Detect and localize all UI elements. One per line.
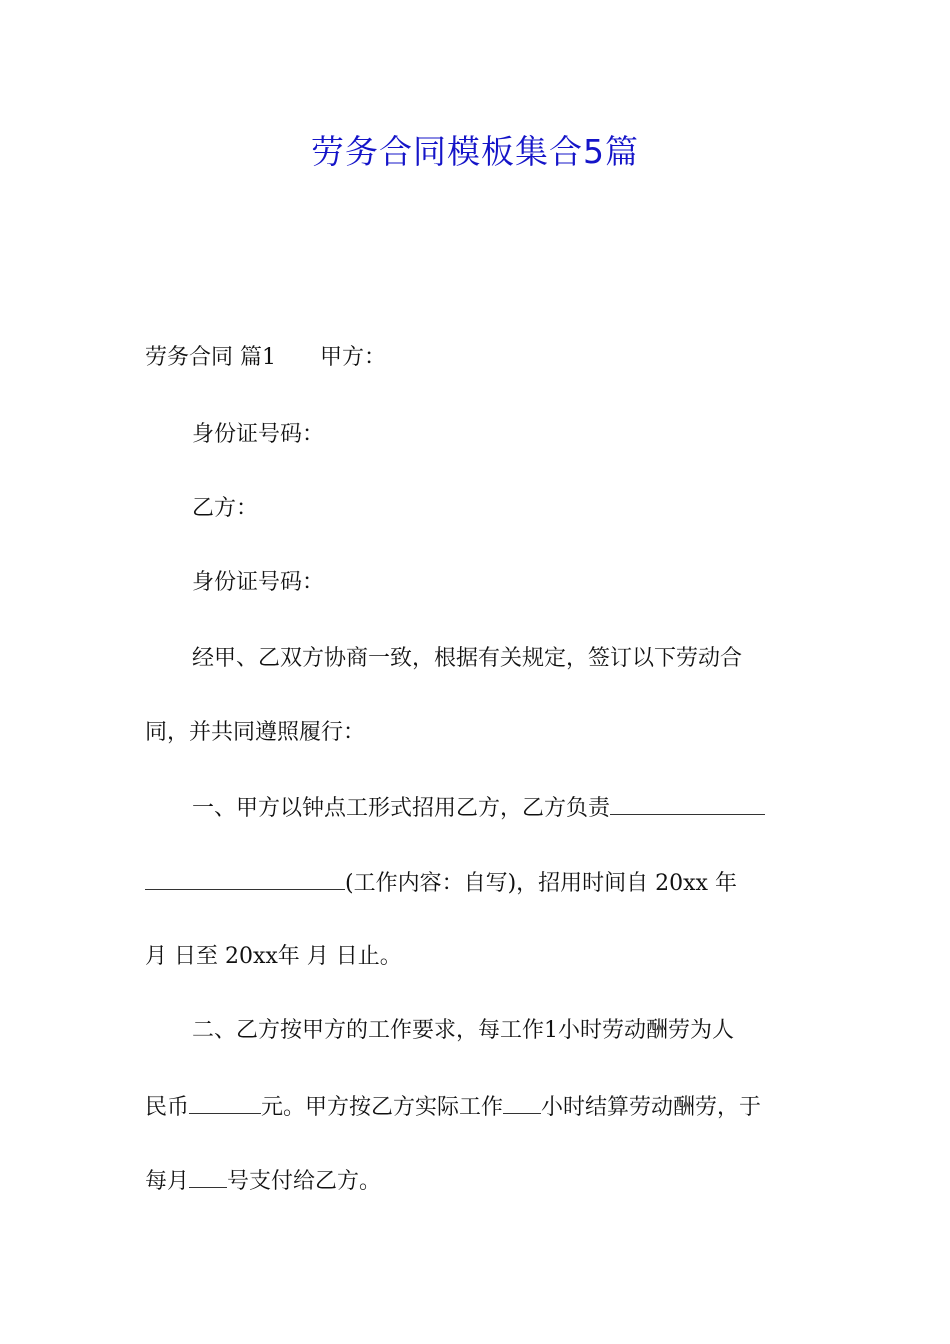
clause-one-text: 一、甲方以钟点工形式招用乙方，乙方负责 (192, 796, 611, 821)
blank-field (145, 867, 345, 890)
clause-one-line3: 月 日至 20xx年 月 日止。 (145, 944, 402, 969)
clause-two-line2 (145, 1091, 761, 1123)
party-a-id-line: 身份证号码： (192, 422, 325, 447)
paragraph-intro-line1: 经甲、乙双方协商一致，根据有关规定，签订以下劳动合 (192, 646, 743, 671)
clause-one-line2 (145, 867, 737, 899)
document-title: 劳务合同模板集合5篇 (311, 132, 639, 171)
party-b-id-line: 身份证号码： (192, 570, 325, 595)
clause-two-text-b: 元。甲方按乙方实际工作 (261, 1095, 504, 1120)
blank-field (189, 1165, 227, 1188)
clause-two-text-c: 小时结算劳动酬劳，于 (541, 1095, 762, 1120)
blank-field (610, 792, 765, 815)
paragraph-intro-line2: 同，并共同遵照履行： (145, 720, 366, 745)
clause-two-line3 (145, 1165, 381, 1197)
blank-field (503, 1091, 541, 1114)
clause-two-text-d: 每月 (145, 1169, 190, 1194)
clause-two-line1: 二、乙方按甲方的工作要求，每工作1小时劳动酬劳为人 (192, 1018, 734, 1043)
clause-one-line1 (192, 792, 765, 824)
clause-two-text-e: 号支付给乙方。 (227, 1169, 382, 1194)
blank-field (189, 1091, 261, 1114)
paragraph-heading: 劳务合同 篇1 甲方： (145, 345, 386, 370)
clause-one-text-2: (工作内容：自写)，招用时间自 20xx 年 (345, 871, 737, 896)
party-b-line: 乙方： (192, 496, 259, 521)
clause-two-text-a: 民币 (145, 1095, 190, 1120)
